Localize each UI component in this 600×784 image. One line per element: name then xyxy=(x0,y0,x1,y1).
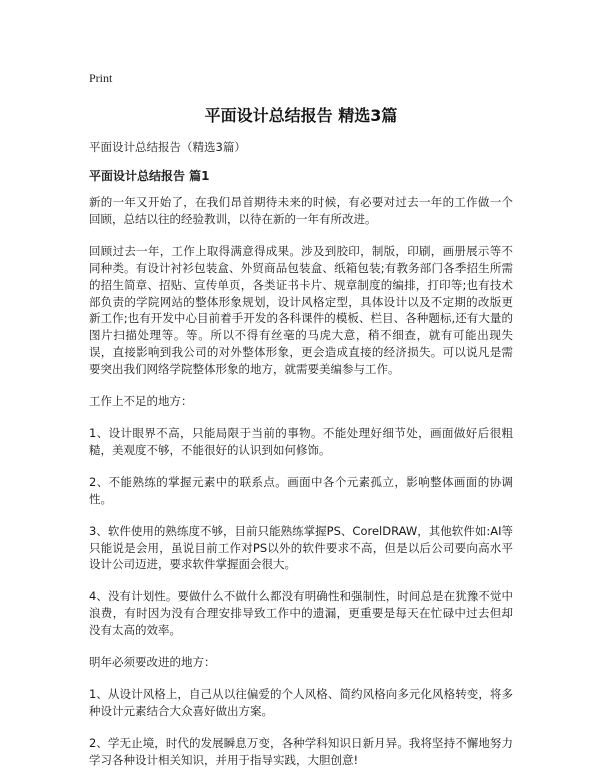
paragraph-improvement-1: 1、从设计风格上，自己从以往偏爱的个人风格、简约风格向多元化风格转变，将多种设计元素结合大众喜好做出方案。 xyxy=(89,686,513,718)
document-page xyxy=(89,70,513,784)
document-subtitle: 平面设计总结报告（精选3篇） xyxy=(89,140,246,154)
section-heading: 平面设计总结报告 篇1 xyxy=(89,169,210,183)
paragraph-shortcoming-3: 3、软件使用的熟练度不够，目前只能熟练掌握PS、CorelDRAW，其他软件如:AI等只能说是会用，虽说目前工作对PS以外的软件要求不高，但是以后公司要向高水平设计公司迈进，要求软件掌握面会很大。 xyxy=(89,523,513,572)
paragraph-shortcoming-1: 1、设计眼界不高，只能局限于当前的事物。不能处理好细节处，画面做好后很粗糙，美观度不够，不能很好的认识到如何修饰。 xyxy=(89,425,513,457)
paragraph-review: 回顾过去一年，工作上取得满意得成果。涉及到胶印，制版，印刷，画册展示等不同种类。有设计衬衫包装盒、外贸商品包装盒、纸箱包装;有教务部门各季招生所需的招生简章、招贴、宣传单页，各类证书卡片、规章制度的编排，打印等;也有技术部负责的学院网站的整体形象规划，设计风格定型，具体设计以及不定期的改版更新工作;也有开发中心目前着手开发的各科课件的模板、栏目、各种题标,还有大量的图片扫描处理等。等。所以不得有丝毫的马虎大意，稍不细查，就有可能出现失误，直接影响到我公司的对外整体形象，更会造成直接的经济损失。可以说凡是需要突出我们网络学院整体形象的地方，就需要美编参与工作。 xyxy=(89,243,513,377)
print-label: Print xyxy=(89,71,113,85)
paragraph-shortcoming-4: 4、没有计划性。要做什么不做什么都没有明确性和强制性，时间总是在犹豫不觉中浪费，有时因为没有合理安排导致工作中的遗漏，更重要是每天在忙碌中过去但却没有太高的效率。 xyxy=(89,589,513,638)
paragraph-improvement-2: 2、学无止境，时代的发展瞬息万变，各种学科知识日新月异。我将坚持不懈地努力学习各种设计相关知识，并用于指导实践，大胆创意! xyxy=(89,735,513,767)
paragraph-intro: 新的一年又开始了，在我们昂首期待未来的时候，有必要对过去一年的工作做一个回顾，总结以往的经验教训，以待在新的一年有所改进。 xyxy=(89,195,513,226)
document-title: 平面设计总结报告 精选3篇 xyxy=(204,106,398,125)
paragraph-shortcoming-2: 2、不能熟练的掌握元素中的联系点。画面中各个元素孤立，影响整体画面的协调性。 xyxy=(89,474,513,506)
paragraph-shortcomings-heading: 工作上不足的地方： xyxy=(89,394,193,409)
paragraph-improvements-heading: 明年必须要改进的地方： xyxy=(89,655,216,670)
